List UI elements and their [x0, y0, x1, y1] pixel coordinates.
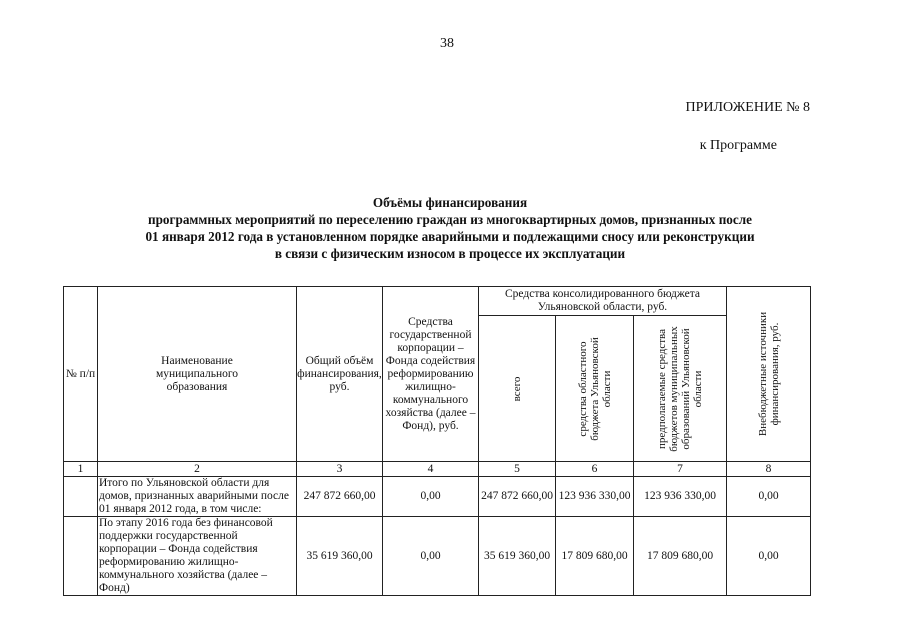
row-extra: 0,00 — [727, 517, 811, 596]
row-municipal: 17 809 680,00 — [634, 517, 727, 596]
column-number: 8 — [727, 462, 811, 477]
header-total: Общий объём финансирования, руб. — [297, 287, 383, 462]
column-number: 5 — [479, 462, 556, 477]
row-total: 247 872 660,00 — [297, 477, 383, 517]
row-municipal: 123 936 330,00 — [634, 477, 727, 517]
table-row — [64, 517, 811, 596]
header-num: № п/п — [64, 287, 98, 462]
row-fund: 0,00 — [383, 477, 479, 517]
row-num-cell — [64, 477, 98, 517]
table-row — [64, 477, 811, 517]
row-regional: 123 936 330,00 — [556, 477, 634, 517]
column-number: 4 — [383, 462, 479, 477]
row-all: 247 872 660,00 — [479, 477, 556, 517]
appendix-title: ПРИЛОЖЕНИЕ № 8 — [685, 100, 810, 115]
title-line: Объёмы финансирования — [372, 195, 528, 210]
header-extra-text: Внебюджетные источники финансирования, руб. — [756, 311, 781, 437]
column-number: 3 — [297, 462, 383, 477]
header-regional-text: средства областного бюджета Ульяновской области — [576, 336, 613, 441]
header-consolidated: Средства консолидированного бюджета Ульяновской области, руб. — [479, 287, 727, 316]
row-fund: 0,00 — [383, 517, 479, 596]
row-total: 35 619 360,00 — [297, 517, 383, 596]
title-line: программных мероприятий по переселению граждан из многоквартирных домов, признанных после — [147, 212, 752, 227]
row-all: 35 619 360,00 — [479, 517, 556, 596]
row-extra: 0,00 — [727, 477, 811, 517]
title-line: 01 января 2012 года в установленном порядке аварийными и подлежащими сносу или реконструкции — [145, 229, 755, 244]
header-fund: Средства государственной корпорации – Фонда содействия реформированию жилищно-коммунального хозяйства (далее – Фонд), руб. — [383, 287, 479, 462]
title-line: в связи с физическим износом в процессе их эксплуатации — [274, 246, 626, 261]
column-number: 1 — [64, 462, 98, 477]
appendix-subtitle: к Программе — [699, 138, 777, 153]
page-number: 38 — [440, 36, 454, 51]
row-name: Итого по Ульяновской области для домов, признанных аварийными после 01 января 2012 года, в том числе: — [98, 477, 297, 517]
header-name: Наименование муниципального образования — [98, 287, 297, 462]
financing-table — [63, 286, 811, 596]
column-number: 6 — [556, 462, 634, 477]
header-all-text: всего — [511, 376, 523, 401]
row-regional: 17 809 680,00 — [556, 517, 634, 596]
column-number: 7 — [634, 462, 727, 477]
document-title — [70, 194, 830, 262]
header-all — [479, 316, 556, 462]
row-num-cell — [64, 517, 98, 596]
row-name: По этапу 2016 года без финансовой поддержки государственной корпорации – Фонда содействия реформированию жилищно-коммунального хозяйства (далее – Фонд) — [98, 517, 297, 596]
header-municipal-text: предполагаемые средства бюджетов муниципальных образований Ульяновской области — [656, 325, 704, 452]
header-municipal — [634, 316, 727, 462]
header-regional — [556, 316, 634, 462]
column-number: 2 — [98, 462, 297, 477]
header-extra — [727, 287, 811, 462]
